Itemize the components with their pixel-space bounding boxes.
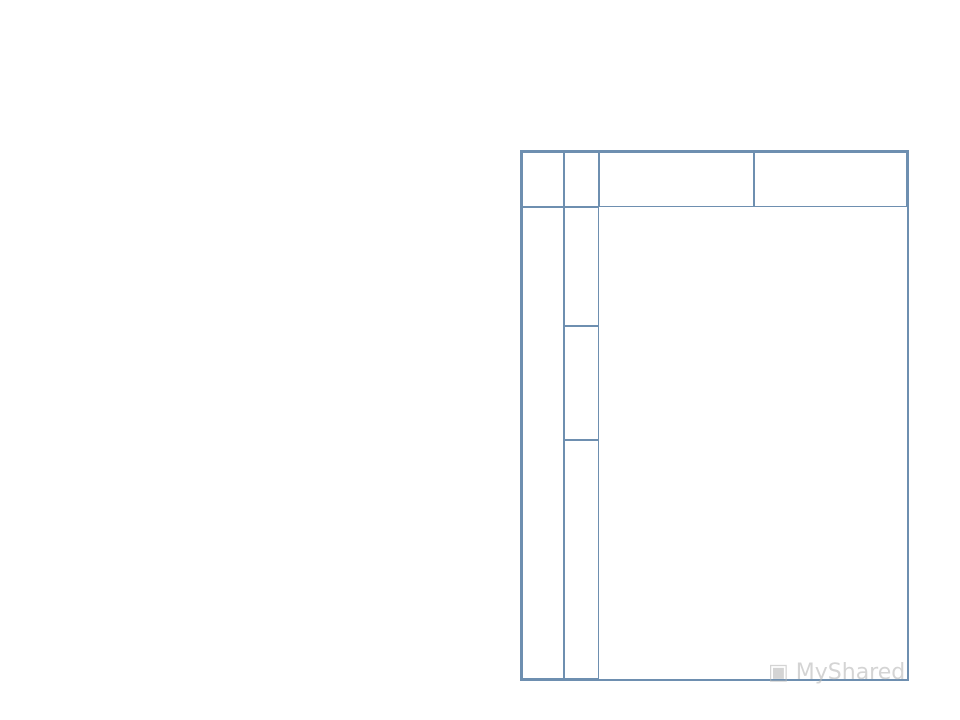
eon-cell	[522, 207, 564, 679]
header-period	[599, 152, 754, 207]
era-cenozoic	[564, 207, 599, 326]
header-era	[564, 152, 599, 207]
header-epoch	[754, 152, 907, 207]
header-eon	[522, 152, 564, 207]
geochronological-table	[520, 150, 909, 681]
watermark-logo: ▣ MyShared	[768, 660, 906, 685]
era-paleozoic	[564, 440, 599, 679]
era-mesozoic	[564, 326, 599, 440]
text-block	[62, 155, 477, 169]
